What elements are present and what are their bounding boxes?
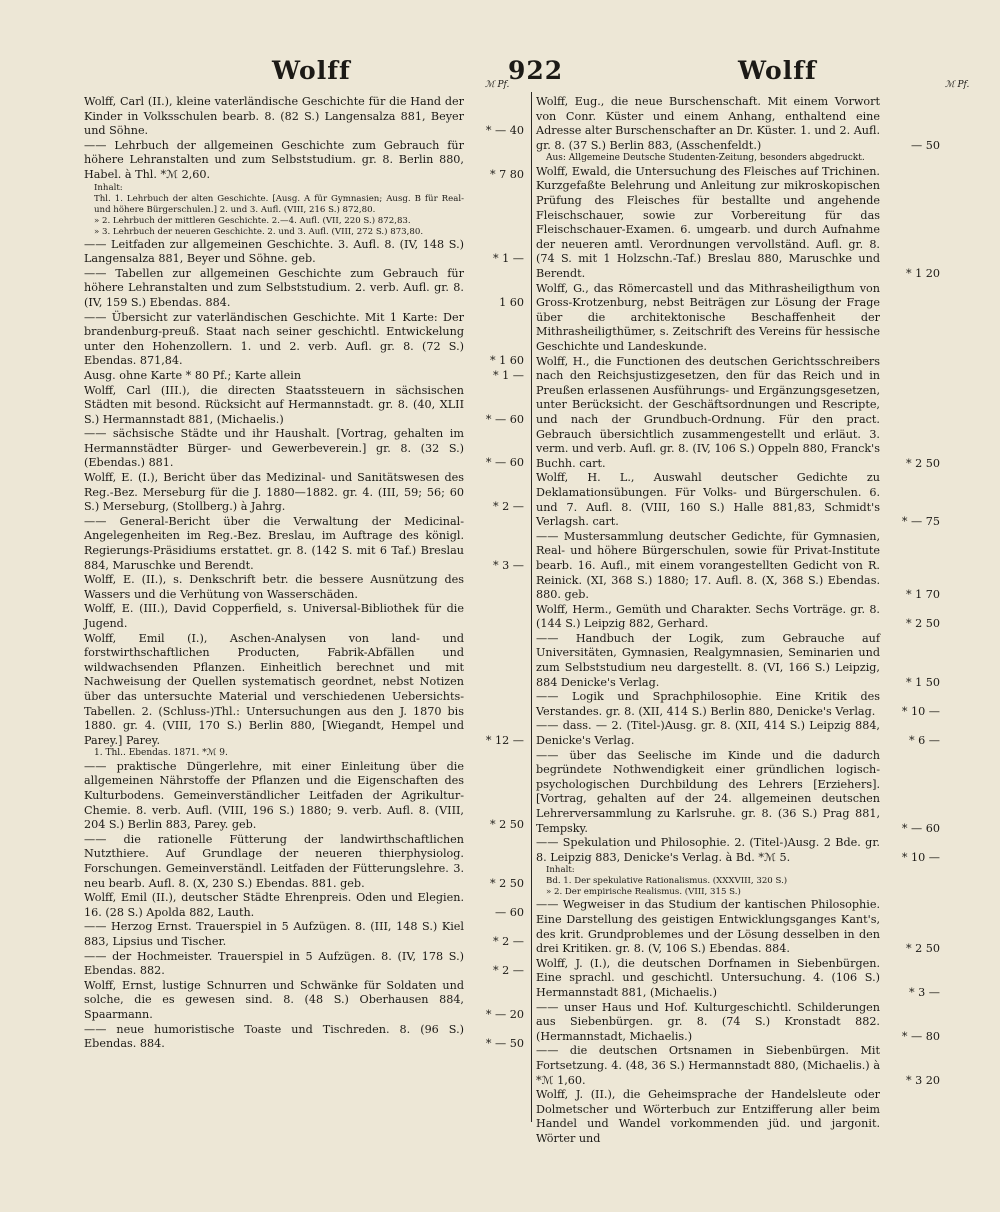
bibliography-entry [536, 164, 940, 282]
entry-price: * — 75 [901, 515, 940, 529]
contents-line [84, 227, 524, 238]
entry-price: * — 60 [485, 456, 524, 470]
bibliography-entry [84, 267, 524, 311]
contents-line [84, 194, 524, 216]
entry-price: * 1 70 [905, 588, 940, 602]
entry-text: —— Mustersammlung deutscher Gedichte, für Gymnasien, Real- und höhere Bürgerschulen, sowie für Privat-Institute bearb. 16. Aufl., mit einem vorangestellten Gedicht von R. Reinick. (XI, 368 S.) 1880; 17. Aufl. 8. (X, 368 S.) Ebendas. 880. geb. [536, 529, 880, 602]
entry-text: Wolff, E. (II.), s. Denkschrift betr. die bessere Ausnützung des Wassers und die Verhütung von Wasserschäden. [84, 573, 464, 601]
entry-text: Wolff, H., die Functionen des deutschen Gerichtsschreibers nach den Reichsjustizgesetzen, den für das Reich und in Preußen erlassenen Ausführungs- und Ergänzungsgesetzen, unter Berücksicht. der Geschäftsordnungen und Rescripte, und nach der Grundbuch-Ordnung. Für den pract. Gebrauch übersichtlich zusammengestellt und erläut. 3. verm. und verb. Aufl. gr. 8. (IV, 106 S.) Oppeln 880, Franck's Buchh. cart. [536, 354, 880, 470]
entry-text: Wolff, J. (I.), die deutschen Dorfnamen in Siebenbürgen. Eine sprachl. und geschichtl. Untersuchung. 4. (106 S.) Hermannstadt 881, (Michaelis.) [536, 956, 880, 999]
entry-text: —— Logik und Sprachphilosophie. Eine Kritik des Verstandes. gr. 8. (XII, 414 S.) Berlin 880, Denicke's Verlag. [536, 690, 880, 718]
entry-text: —— sächsische Städte und ihr Haushalt. [Vortrag, gehalten im Hermannstädter Bürger- und Gewerbeverein.] gr. 8. (32 S.) (Ebendas.) 881. [84, 427, 464, 470]
entry-text: —— die rationelle Fütterung der landwirthschaftlichen Nutzthiere. Auf Grundlage der neueren thierphysiolog. Forschungen. Gemeinverständl. Leitfaden der Fütterungslehre. 3. neu bearb. Aufl. 8. (X, 230 S.) Ebendas. 881. geb. [84, 832, 464, 890]
entry-text: Wolff, Eug., die neue Burschenschaft. Mit einem Vorwort von Conr. Küster und einem Anhang, enthaltend eine Adresse alter Burschenschafter an Dr. Küster. 1. und 2. Aufl. gr. 8. (37 S.) Berlin 883, (Asschenfeldt.) [536, 95, 880, 152]
entry-text: —— praktische Düngerlehre, mit einer Einleitung über die allgemeinen Nährstoffe der Pflanzen und die Eigenschaften des Kulturbodens. Gemeinverständlicher Leitfaden der Agrikultur-Chemie. 8. verb. Aufl. (VIII, 196 S.) 1880; 9. verb. Aufl. 8. (VIII, 204 S.) Berlin 883, Parey. geb. [84, 759, 464, 832]
bibliography-entry [536, 354, 940, 472]
contents-line [536, 887, 936, 898]
entry-text: Wolff, G., das Römercastell und das Mithrasheiligthum von Gross-Krotzenburg, nebst Beiträgen zur Lösung der Frage über die architektonische Beschaffenheit der Mithrasheiligthümer, s. Zeitschrift des Vereins für hessische Geschichte und Landeskunde. [536, 281, 880, 353]
bibliography-entry [84, 979, 524, 1023]
bibliography-entry [84, 427, 524, 471]
entry-price: * 2 — [492, 964, 524, 978]
entry-text: —— Leitfaden zur allgemeinen Geschichte. 3. Aufl. 8. (IV, 148 S.) Langensalza 881, Beyer und Söhne. geb. [84, 237, 464, 266]
entry-text: Wolff, E. (I.), Bericht über das Medizinal- und Sanitätswesen des Reg.-Bez. Merseburg für die J. 1880—1882. gr. 4. (III, 59; 56; 60 S.) Merseburg, (Stollberg.) à Jahrg. [84, 471, 464, 514]
entry-note [84, 748, 524, 760]
entry-price: — 60 [495, 905, 524, 919]
entry-text: —— unser Haus und Hof. Kulturgeschichtl. Schilderungen aus Siebenbürgen. gr. 8. (74 S.) Kronstadt 882. (Hermannstadt, Michaelis.) [536, 1000, 880, 1043]
entry-text: Wolff, Ernst, lustige Schnurren und Schwänke für Soldaten und solche, die es gewesen sind. 8. (48 S.) Oberhausen 884, Spaarmann. [84, 978, 464, 1021]
bibliography-entry [536, 719, 940, 748]
entry-price: * 2 — [492, 500, 524, 514]
bibliography-entry [536, 956, 940, 1001]
bibliography-entry [84, 139, 524, 183]
bibliography-entry [84, 632, 524, 749]
header-catchword-right: Wolff [738, 56, 817, 85]
entry-price: — 50 [911, 138, 940, 152]
entry-price: * 1 60 [489, 354, 524, 368]
entry-price: * 1 — [492, 252, 524, 266]
entry-text: Aus: Allgemeine Deutsche Studenten-Zeitung, besonders abgedruckt. [546, 153, 865, 164]
bibliography-entry [84, 471, 524, 515]
bibliography-entry [84, 95, 524, 139]
entry-text: Wolff, H. L., Auswahl deutscher Gedichte zu Deklamationsübungen. Für Volks- und Bürgerschulen. 6. und 7. Aufl. 8. (VIII, 160 S.) Halle 881,83, Schmidt's Verlagsh. cart. [536, 471, 880, 529]
entry-price: * 7 80 [489, 167, 524, 181]
entry-price: * — 50 [485, 1037, 524, 1051]
entry-price: * — 60 [901, 821, 940, 835]
bibliography-entry [84, 833, 524, 891]
entry-price: * 2 50 [905, 942, 940, 956]
bibliography-entry [84, 369, 524, 384]
entry-price: * 10 — [901, 850, 940, 864]
entry-text: » 2. Der empirische Realismus. (VIII, 315 S.) [546, 887, 741, 898]
entry-price: * 6 — [908, 734, 940, 748]
bibliography-entry [84, 573, 524, 602]
entry-price: * — 40 [485, 124, 524, 138]
entry-text: » 3. Lehrbuch der neueren Geschichte. 2. und 3. Aufl. (VIII, 272 S.) 873,80. [94, 226, 424, 237]
entry-text: Wolff, Emil (I.), Aschen-Analysen von land- und forstwirthschaftlichen Producten, Fabrik-Abfällen und wildwachsenden Pflanzen. Einheitlich berechnet und mit Nachweisung der Quellen systematisch geordnet, nebst Notizen über das untersuchte Material und verschiedenen Uebersichts-Tabellen. 2. (Schluss-)Thl.: Untersuchungen aus den J. 1870 bis 1880. gr. 4. (VIII, 170 S.) Berlin 880, [Wiegandt, Hempel und Parey.] Parey. [84, 631, 464, 747]
bibliography-entry [536, 1044, 940, 1088]
entry-text: —— Wegweiser in das Studium der kantischen Philosophie. Eine Darstellung des geistigen Entwicklungsganges Kant's, des krit. Grundproblemes und der Lösung desselben in den drei Kritiken. gr. 8. (V, 106 S.) Ebendas. 884. [536, 898, 880, 956]
entry-text: —— neue humoristische Toaste und Tischreden. 8. (96 S.) Ebendas. 884. [84, 1022, 464, 1051]
entry-text: Thl. 1. Lehrbuch der alten Geschichte. [Ausg. A für Gymnasien; Ausg. B für Real- und höhere Bürgerschulen.] 2. und 3. Aufl. (VIII, 216 S.) 872,80. [94, 193, 464, 215]
entry-text: —— Spekulation und Philosophie. 2. (Titel-)Ausg. 2 Bde. gr. 8. Leipzig 883, Denicke's Verlag. à Bd. *ℳ 5. [536, 836, 880, 864]
bibliography-entry [536, 631, 940, 690]
contents-line [84, 216, 524, 227]
entry-text: Wolff, Emil (II.), deutscher Städte Ehrenpreis. Oden und Elegien. 16. (28 S.) Apolda 882, Lauth. [84, 891, 464, 919]
entry-text: Bd. 1. Der spekulative Rationalismus. (XXXVIII, 320 S.) [546, 876, 788, 887]
contents-line [536, 865, 936, 876]
entry-text: —— die deutschen Ortsnamen in Siebenbürgen. Mit Fortsetzung. 4. (48, 36 S.) Hermannstadt 880, (Michaelis.) à *ℳ 1,60. [536, 1044, 880, 1087]
bibliography-entry [536, 471, 940, 529]
bibliography-entry [84, 891, 524, 920]
currency-label-left: ℳ Pf. [485, 80, 510, 90]
entry-text: » 2. Lehrbuch der mittleren Geschichte. 2.—4. Aufl. (VII, 220 S.) 872,83. [94, 215, 411, 226]
right-entry-list [536, 95, 940, 1146]
entry-text: Wolff, Herm., Gemüth und Charakter. Sechs Vorträge. gr. 8. (144 S.) Leipzig 882, Gerhard. [536, 602, 880, 631]
entry-price: * 2 — [492, 934, 524, 948]
bibliography-entry [84, 920, 524, 949]
bibliography-entry [84, 1023, 524, 1052]
entry-text: Inhalt: [546, 865, 575, 876]
entry-text: Wolff, Carl (III.), die directen Staatssteuern in sächsischen Städten mit besond. Rücksicht auf Hermannstadt. gr. 8. (40, XLII S.) Hermannstadt 881, (Michaelis.) [84, 383, 464, 426]
entry-price: * 1 — [492, 368, 524, 382]
bibliography-entry [84, 238, 524, 267]
entry-price: * — 60 [485, 412, 524, 426]
entry-price: * 3 — [908, 985, 940, 999]
entry-price: * 1 20 [905, 267, 940, 281]
entry-text: —— General-Bericht über die Verwaltung der Medicinal-Angelegenheiten im Reg.-Bez. Breslau, im Auftrage des königl. Regierungs-Präsidiums erstattet. gr. 8. (142 S. mit 6 Taf.) Breslau 884, Maruschke und Berendt. [84, 514, 464, 572]
entry-text: Wolff, Ewald, die Untersuchung des Fleisches auf Trichinen. Kurzgefaßte Belehrung und Anleitung zur mikroskopischen Prüfung des Fleisches für bestallte und angehende Fleischschauer, sowie zur Vorbereitung für das Fleischschauer-Examen. 6. umgearb. und durch Aufnahme der neueren amtl. Verordnungen vervollständ. Aufl. gr. 8. (74 S. mit 1 Holzschn.-Taf.) Breslau 880, Maruschke und Berendt. [536, 164, 880, 281]
entry-price: * 3 — [492, 558, 524, 572]
entry-text: —— Übersicht zur vaterländischen Geschichte. Mit 1 Karte: Der brandenburg-preuß. Staat nach seiner geschichtl. Entwickelung unter den Hohenzollern. 1. und 2. verb. Aufl. gr. 8. (72 S.) Ebendas. 871,84. [84, 310, 464, 368]
entry-text: Wolff, J. (II.), die Geheimsprache der Handelsleute oder Dolmetscher und Wörterbuch zur Entzifferung aller beim Handel und Wandel vorkommenden jüd. und jargonit. Wörter und [536, 1088, 880, 1145]
contents-line [84, 183, 524, 194]
left-entry-list [84, 95, 524, 1052]
entry-price: * — 80 [901, 1029, 940, 1043]
bibliography-entry [536, 602, 940, 632]
entry-price: 1 60 [499, 295, 524, 309]
bibliography-entry [536, 748, 940, 837]
bibliography-entry [84, 311, 524, 369]
bibliography-entry [536, 529, 940, 603]
entry-text: —— der Hochmeister. Trauerspiel in 5 Aufzügen. 8. (IV, 178 S.) Ebendas. 882. [84, 949, 464, 978]
bibliography-entry [536, 1088, 936, 1146]
entry-text: —— dass. — 2. (Titel-)Ausg. gr. 8. (XII, 414 S.) Leipzig 884, Denicke's Verlag. [536, 719, 880, 748]
entry-text: Wolff, E. (III.), David Copperfield, s. Universal-Bibliothek für die Jugend. [84, 602, 464, 630]
entry-text: —— Tabellen zur allgemeinen Geschichte zum Gebrauch für höhere Lehranstalten und zum Selbststudium. 2. verb. Aufl. gr. 8. (IV, 159 S.) Ebendas. 884. [84, 266, 464, 309]
entry-price: * 12 — [485, 733, 524, 747]
contents-line [536, 876, 936, 887]
entry-price: * 2 50 [489, 818, 524, 832]
entry-text: Inhalt: [94, 182, 123, 193]
bibliography-entry [84, 515, 524, 573]
bibliography-entry [536, 95, 940, 153]
entry-note [536, 153, 936, 165]
entry-price: * 10 — [901, 704, 940, 718]
bibliography-entry [536, 1000, 940, 1045]
header-catchword-left: Wolff [272, 56, 351, 85]
entry-text: Wolff, Carl (II.), kleine vaterländische Geschichte für die Hand der Kinder in Volksschulen bearb. 8. (82 S.) Langensalza 881, Beyer und Söhne. [84, 95, 464, 138]
bibliography-entry [84, 760, 524, 833]
bibliography-entry [536, 282, 936, 355]
page-number: 922 [508, 56, 564, 85]
bibliography-entry [84, 602, 524, 631]
entry-price: * 2 50 [489, 876, 524, 890]
entry-price: * 2 50 [905, 617, 940, 631]
right-column [536, 95, 940, 1146]
currency-label-right: ℳ Pf. [945, 80, 970, 90]
bibliography-entry [536, 836, 940, 865]
bibliography-entry [536, 690, 940, 719]
entry-text: —— Handbuch der Logik, zum Gebrauche auf Universitäten, Gymnasien, Realgymnasien, Seminarien und zum Selbststudium neu dargestellt. 8. (VI, 166 S.) Leipzig, 884 Denicke's Verlag. [536, 631, 880, 689]
entry-text: Ausg. ohne Karte * 80 Pf.; Karte allein [84, 368, 302, 382]
bibliography-entry [84, 384, 524, 428]
left-column [84, 95, 524, 1052]
entry-price: * 2 50 [905, 456, 940, 470]
entry-price: * — 20 [485, 1007, 524, 1021]
bibliography-entry [536, 898, 940, 956]
column-divider [531, 92, 532, 1122]
entry-text: —— Herzog Ernst. Trauerspiel in 5 Aufzügen. 8. (III, 148 S.) Kiel 883, Lipsius und Tischer. [84, 920, 464, 948]
entry-price: * 3 20 [905, 1073, 940, 1087]
entry-text: —— Lehrbuch der allgemeinen Geschichte zum Gebrauch für höhere Lehranstalten und zum Selbststudium. gr. 8. Berlin 880, Habel. à Thl. *ℳ 2,60. [84, 138, 464, 181]
entry-price: * 1 50 [905, 675, 940, 689]
entry-text: —— über das Seelische im Kinde und die dadurch begründete Nothwendigkeit einer gründlichen logisch-psychologischen Durchbildung des Lehrers [Erziehers]. [Vortrag, gehalten auf der 24. allgemeinen deutschen Lehrerversammlung zu Karlsruhe. gr. 8. (36 S.) Prag 881, Tempsky. [536, 748, 880, 835]
entry-text: 1. Thl.. Ebendas. 1871. *ℳ 9. [94, 748, 228, 759]
bibliography-entry [84, 950, 524, 979]
